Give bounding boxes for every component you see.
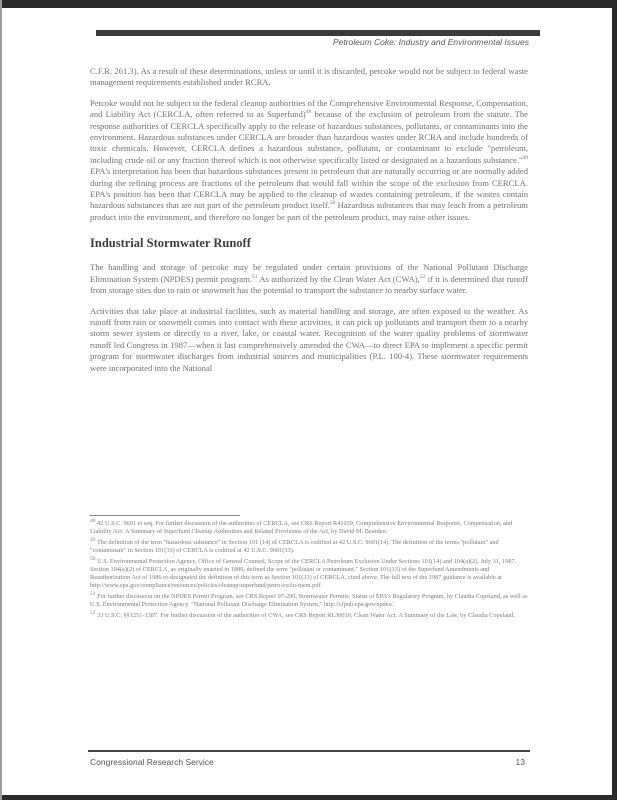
page-number: 13: [515, 757, 525, 767]
footnote-48: [90, 517, 528, 536]
footnote-ref-50[interactable]: 50: [329, 200, 336, 207]
scan-edge-left: [0, 0, 2, 800]
footnote-ref-48[interactable]: 48: [305, 109, 312, 116]
footnotes: [90, 517, 528, 623]
footnote-number: 51: [90, 590, 96, 597]
footnote-separator: [90, 515, 240, 516]
paragraph-stormwater-history: Activities that take place at industrial facilities, such as material handling and storage, are often exposed to the weather. As runoff from rain or snowmelt comes into contact with these activities, it can pick up pollutants and transport them to a nearby storm sewer system or directly to a river, lake, or coastal water. Recognition of the water quality problems of stormwater runoff led Congress in 1987—when it last comprehensively amended the CWA—to direct EPA to implement a specific permit program for stormwater discharges from industrial sources and municipalities (P.L. 100-4). These stormwater requirements were incorporated into the National: [90, 305, 528, 373]
footnote-text: U.S. Environmental Protection Agency, Office of General Counsel, Scope of the CERCLA Petroleum Exclusion Under Sections 101(14) and 104(a)(2), July 31, 1987. Section 104(a)(2) of CERCLA, as originally enacted in 1980, defined the term "pollutant or contaminant." Section 101(33) of the Superfund Amendments and Reauthorization Act of 1986 re-designated the definition of this term as Section 101(33) of CERCLA, cited above. The full text of the 1987 guidance is available at http://www.epa.gov/compliance/resources/policies/cleanup/superfund/petro-exclu-mem.pdf.: [90, 558, 517, 589]
footnote-text: For further discussion on the NPDES Permit Program, see CRS Report 97-290, Stormwater Permits: Status of EPA's Regulatory Program, by Claudia Copeland, as well as U.S. Environmental Protection Agency, "National Pollutant Discharge Elimination System," http://cfpub.epa.gov/npdes/.: [90, 593, 528, 608]
scan-edge-top: [0, 0, 617, 8]
header-rule: [96, 30, 540, 36]
footnote-51: [90, 590, 528, 609]
footnote-number: 49: [90, 536, 96, 543]
running-head: Petroleum Coke: Industry and Environmental Issues: [332, 37, 529, 47]
paragraph-cercla-part-d: Hazardous substances that may leach from a petroleum product into the environment, and therefore no longer be part of the petroleum product, may raise other issues.: [90, 200, 528, 222]
section-heading-stormwater: Industrial Stormwater Runoff: [90, 236, 251, 251]
footnote-49: [90, 536, 528, 555]
paragraph-rcra-conclusion: C.F.R. 261.3). As a result of these determinations, unless or until it is discarded, petcoke would not be subject to federal waste management requirements established under RCRA.: [90, 66, 528, 88]
scan-edge-bottom: [0, 795, 617, 800]
paragraph-cercla-part-a: Petcoke would not be subject to the federal cleanup authorities of the Comprehensive Environmental Response, Compensation, and Liability Act (CERCLA, often referred to as Superfund): [90, 97, 528, 120]
footer-rule: [88, 750, 530, 752]
paragraph-npdes: [90, 262, 528, 296]
footer-organization: Congressional Research Service: [90, 757, 214, 767]
footnote-ref-49[interactable]: 49: [522, 154, 528, 161]
paragraph-npdes-part-b: As authorized by the Clean Water Act (CWA),: [257, 273, 420, 284]
footnote-text: The definition of the term "hazardous substance" in Section 101 (14) of CERCLA is codified at 42 U.S.C. 9601(14). The definition of the terms "pollutant" and "contaminant" in Section 101(33) of CERCLA is codified at 42 U.S.C. 9601(33).: [90, 539, 499, 554]
paragraph-cercla-part-b: because of the exclusion of petroleum from the statute. The response authorities of CERCLA specifically apply to the release of hazardous substances, pollutants, or contaminants into the environment. Hazardous substances under CERCLA are broader than hazardous wastes under RCRA and include hundreds of toxic chemicals. However, CERCLA defines a hazardous substance, pollutant, or contaminant to exclude "petroleum, including crude oil or any fraction thereof which is not otherwise specifically listed or designated as a hazardous substance.": [90, 109, 528, 165]
footnote-52: [90, 609, 528, 620]
footnote-text: 33 U.S.C. §§1251-1387. For further discussion of the authorities of CWA, see CRS Report RL30030, Clean Water Act: A Summary of the Law, by Claudia Copeland.: [95, 612, 515, 619]
footnote-ref-51[interactable]: 51: [251, 273, 258, 280]
footnote-50: [90, 555, 528, 590]
paragraph-npdes-part-c: if it is determined that runoff from storage sites due to rain or snowmelt has the potential to transport the substance to nearby surface water.: [90, 273, 529, 296]
footnote-number: 52: [90, 609, 96, 616]
paragraph-cercla-part-c: EPA's interpretation has been that hazardous substances present in petroleum that are naturally occurring or are normally added during the refining process are fractions of the petroleum that would fall within the scope of the exclusion from CERCLA. EPA's position has been that CERCLA may be applied to the cleanup of wastes containing petroleum, if the wastes contain hazardous substances that are not part of the petroleum product itself.: [90, 166, 528, 211]
footnote-number: 50: [90, 555, 96, 562]
footnote-ref-52[interactable]: 52: [419, 273, 426, 280]
scan-edge-right: [612, 0, 617, 800]
paragraph-cercla: [90, 98, 528, 223]
paragraph-npdes-part-a: The handling and storage of petcoke may be regulated under certain provisions of the National Pollutant Discharge Elimination System (NPDES) permit program.: [90, 262, 528, 284]
footnote-text: 42 U.S.C. 9601 et seq. For further discussion of the authorities of CERCLA, see CRS Report R41039, Comprehensive Environmental Response, Compensation, and Liability Act: A Summary of Superfund Cleanup Authorities and Related Provisions of the Act, by David M. Bearden.: [90, 520, 513, 535]
footnote-number: 48: [90, 517, 96, 524]
page-body: [90, 66, 528, 383]
